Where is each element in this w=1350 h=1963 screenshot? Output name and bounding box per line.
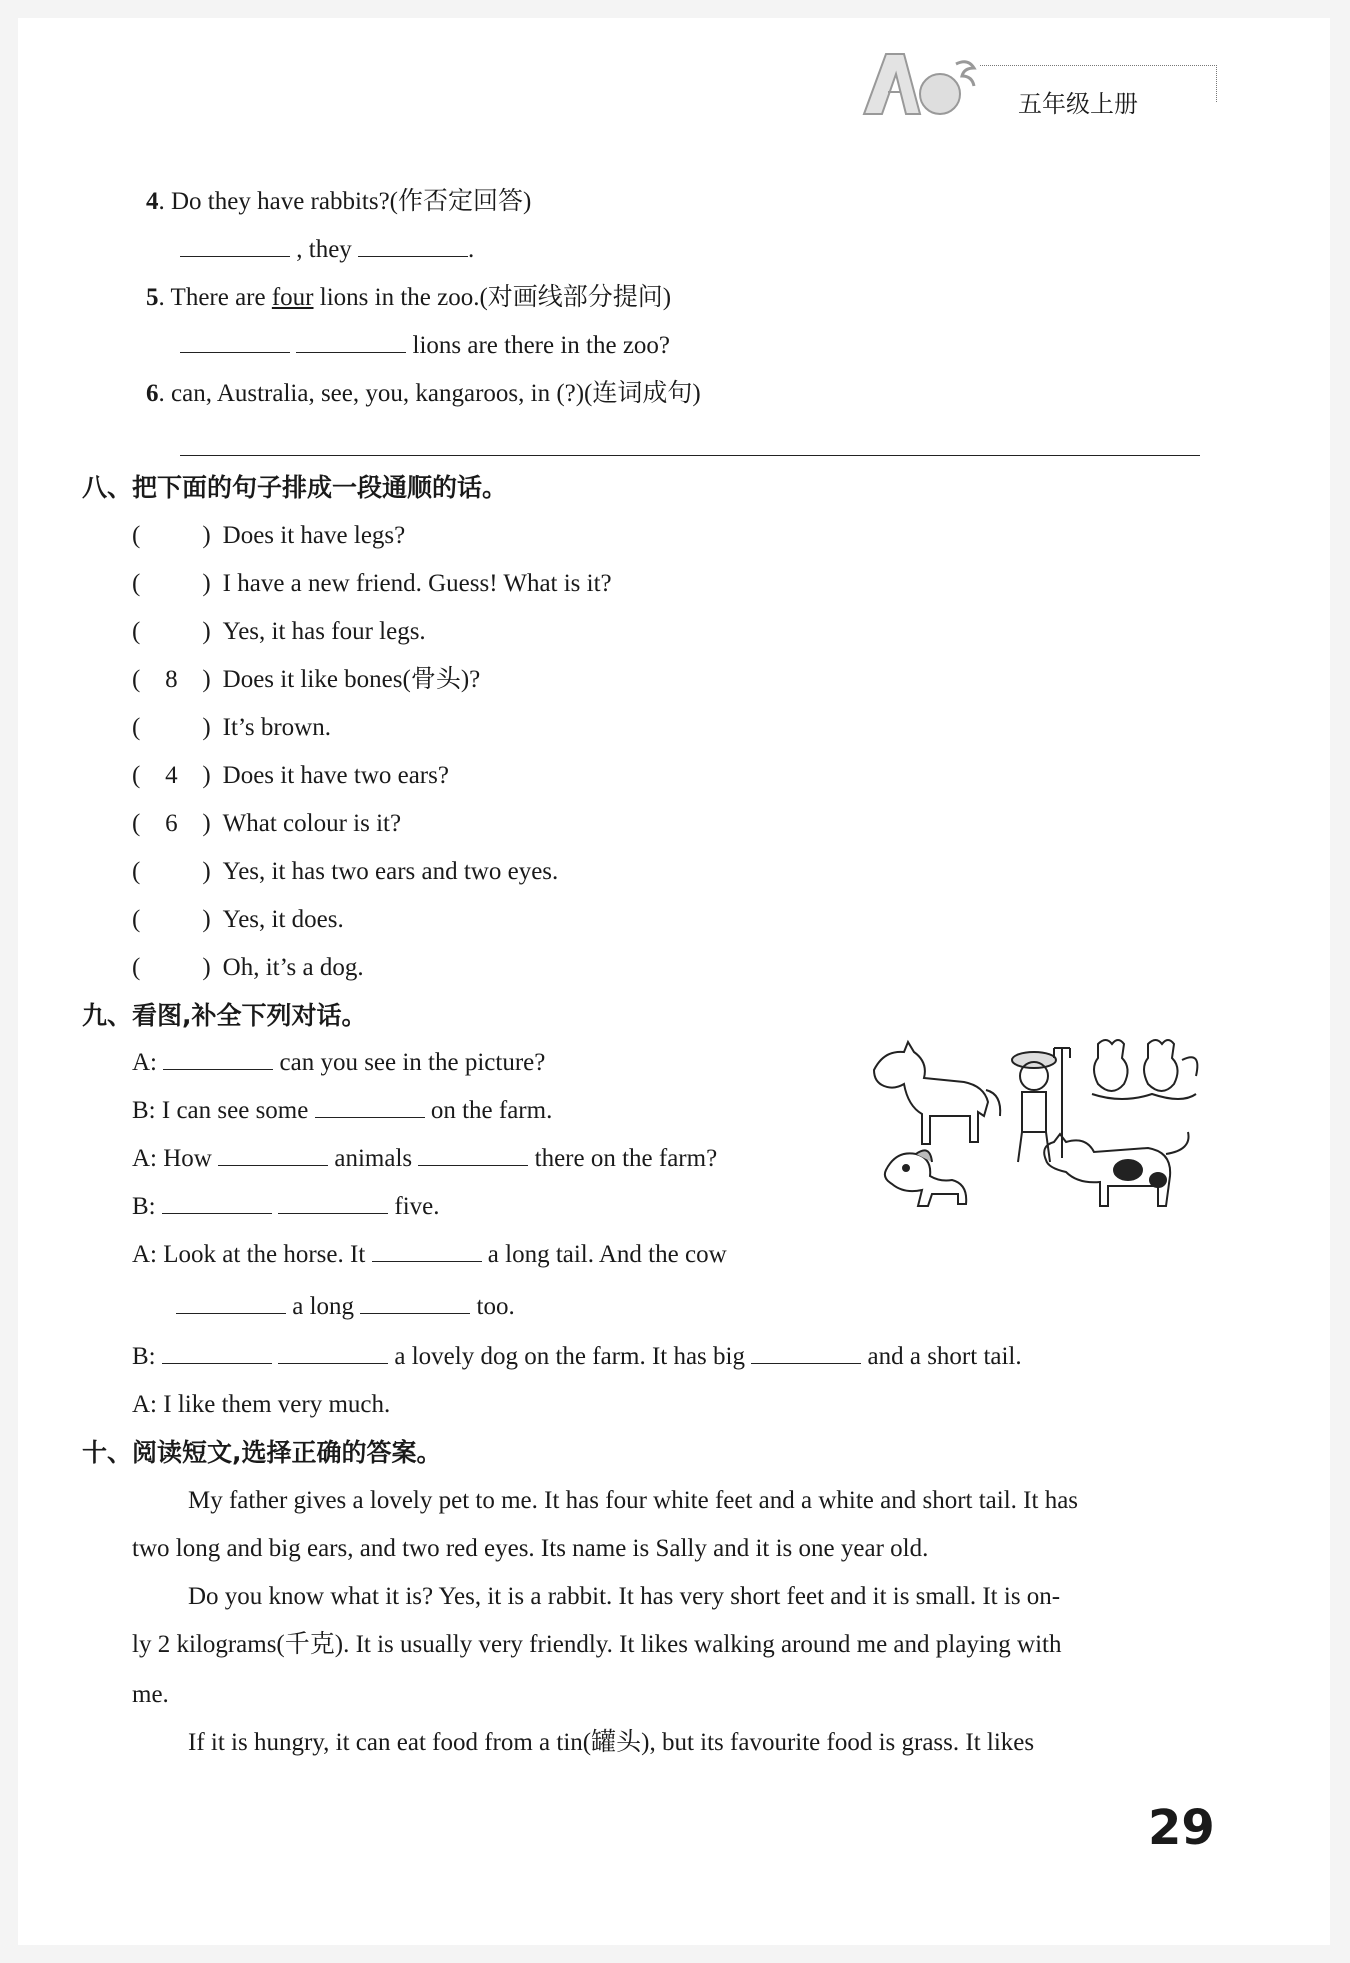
answer-blank[interactable] — [315, 1095, 425, 1118]
speaker: A: — [132, 1049, 157, 1076]
bracket-close: ) — [202, 714, 211, 741]
q8-heading: 八、把下面的句子排成一段通顺的话。 — [82, 473, 508, 502]
answer-blank[interactable] — [176, 1291, 286, 1314]
farm-animals-illustration — [866, 1030, 1206, 1240]
bracket-close: ) — [202, 570, 211, 597]
bracket-close: ) — [202, 522, 211, 549]
passage-line: If it is hungry, it can eat food from a tin(罐头), but its favourite food is grass. It likes — [188, 1729, 1035, 1756]
ordering-item — [132, 760, 449, 792]
answer-blank[interactable] — [180, 330, 290, 353]
dialogue-text: five. — [394, 1193, 440, 1220]
bracket-open: ( — [132, 810, 141, 837]
answer-blank[interactable] — [418, 1143, 528, 1166]
order-answer-field[interactable]: 4 — [165, 762, 178, 789]
bracket-open: ( — [132, 666, 141, 693]
dialogue-text: a long — [292, 1293, 355, 1320]
bracket-open: ( — [132, 954, 141, 981]
bracket-open: ( — [132, 762, 141, 789]
dialogue-line-5 — [132, 1239, 727, 1271]
rooster-icon — [1092, 1040, 1197, 1099]
order-answer-field[interactable]: 8 — [165, 666, 178, 693]
ordering-item — [132, 712, 331, 744]
ordering-item — [132, 904, 344, 936]
dialogue-text: on the farm. — [430, 1097, 553, 1124]
passage-line: Do you know what it is? Yes, it is a rabbit. It has very short feet and it is small. It is on- — [188, 1583, 1061, 1610]
answer-end: . — [468, 236, 475, 263]
speaker: A: — [132, 1145, 157, 1172]
dialogue-text: How — [163, 1145, 212, 1172]
underlined-word: four — [271, 284, 314, 311]
horse-icon — [874, 1042, 1000, 1144]
dialogue-text: animals — [334, 1145, 413, 1172]
item-text-post: lions in the zoo.(对画线部分提问) — [313, 284, 672, 311]
ordering-item — [132, 856, 558, 888]
item-text-pre: . There are — [158, 284, 272, 311]
sentence-text: I have a new friend. Guess! What is it? — [222, 570, 612, 597]
answer-blank[interactable] — [278, 1191, 388, 1214]
sentence-text: Does it have two ears? — [222, 762, 449, 789]
speaker: B: — [132, 1097, 156, 1124]
dialogue-line-2 — [132, 1095, 552, 1127]
bracket-open: ( — [132, 522, 141, 549]
dialogue-text: can you see in the picture? — [279, 1049, 546, 1076]
passage-line: two long and big ears, and two red eyes. Its name is Sally and it is one year old. — [132, 1535, 929, 1562]
ordering-item — [132, 952, 364, 984]
ordering-item — [132, 664, 480, 696]
bracket-close: ) — [202, 954, 211, 981]
passage-line: ly 2 kilograms(千克). It is usually very friendly. It likes walking around me and playing with — [132, 1631, 1062, 1658]
answer-blank[interactable] — [358, 234, 468, 257]
item-text: . can, Australia, see, you, kangaroos, in (?)(连词成句) — [158, 380, 701, 407]
q10-heading: 十、阅读短文,选择正确的答案。 — [82, 1438, 442, 1467]
answer-blank[interactable] — [218, 1143, 328, 1166]
book-logo-icon — [858, 44, 988, 124]
dialogue-line-7 — [132, 1341, 1022, 1373]
answer-blank[interactable] — [162, 1191, 272, 1214]
sentence-text: Yes, it has four legs. — [222, 618, 426, 645]
dialogue-line-1 — [132, 1047, 545, 1079]
dialogue-line-8 — [132, 1389, 390, 1421]
answer-text: lions are there in the zoo? — [412, 332, 671, 359]
answer-text: , they — [296, 236, 352, 263]
bracket-open: ( — [132, 906, 141, 933]
q7-item-5-answer — [180, 330, 670, 362]
bracket-close: ) — [202, 858, 211, 885]
item-number: 6 — [146, 380, 159, 407]
answer-line[interactable] — [180, 455, 1200, 456]
dialogue-text: I like them very much. — [163, 1391, 391, 1418]
sentence-text: Does it have legs? — [222, 522, 406, 549]
speaker: B: — [132, 1343, 156, 1370]
dialogue-line-4 — [132, 1191, 440, 1223]
bracket-open: ( — [132, 618, 141, 645]
bracket-open: ( — [132, 858, 141, 885]
answer-blank[interactable] — [162, 1341, 272, 1364]
q9-heading: 九、看图,补全下列对话。 — [82, 1001, 367, 1030]
bracket-open: ( — [132, 714, 141, 741]
q7-item-4 — [146, 186, 531, 218]
page-number: 29 — [1148, 1800, 1215, 1856]
dog-icon — [885, 1150, 966, 1206]
bracket-close: ) — [202, 666, 211, 693]
bracket-close: ) — [202, 810, 211, 837]
sentence-text: Does it like bones(骨头)? — [222, 666, 481, 693]
sentence-text: Yes, it does. — [222, 906, 344, 933]
order-answer-field[interactable]: 6 — [165, 810, 178, 837]
answer-blank[interactable] — [296, 330, 406, 353]
bracket-open: ( — [132, 570, 141, 597]
dialogue-text: a lovely dog on the farm. It has big — [394, 1343, 745, 1370]
dialogue-text: Look at the horse. It — [163, 1241, 366, 1268]
passage-line: My father gives a lovely pet to me. It has four white feet and a white and short tail. It has — [188, 1487, 1079, 1514]
farmer-icon — [1012, 1048, 1070, 1162]
speaker: A: — [132, 1391, 157, 1418]
speaker: B: — [132, 1193, 156, 1220]
bracket-close: ) — [202, 906, 211, 933]
item-number: 4 — [146, 188, 159, 215]
speaker: A: — [132, 1241, 157, 1268]
dialogue-line-6 — [176, 1291, 515, 1323]
bracket-close: ) — [202, 762, 211, 789]
q7-item-6 — [146, 378, 701, 410]
item-text: . Do they have rabbits?(作否定回答) — [158, 188, 532, 215]
answer-blank[interactable] — [180, 234, 290, 257]
answer-blank[interactable] — [278, 1341, 388, 1364]
dialogue-text: there on the farm? — [534, 1145, 718, 1172]
sentence-text: What colour is it? — [222, 810, 402, 837]
dialogue-line-3 — [132, 1143, 717, 1175]
sentence-text: It’s brown. — [222, 714, 331, 741]
bracket-close: ) — [202, 618, 211, 645]
answer-blank[interactable] — [360, 1291, 470, 1314]
ordering-item — [132, 616, 426, 648]
ordering-item — [132, 568, 612, 600]
answer-blank[interactable] — [163, 1047, 273, 1070]
grade-label: 五年级上册 — [1018, 90, 1138, 118]
q7-item-4-answer — [180, 234, 474, 266]
q7-item-5 — [146, 282, 671, 314]
cow-icon — [1044, 1132, 1188, 1206]
sentence-text: Yes, it has two ears and two eyes. — [222, 858, 559, 885]
answer-blank[interactable] — [751, 1341, 861, 1364]
sentence-text: Oh, it’s a dog. — [222, 954, 364, 981]
dialogue-text: a long tail. And the cow — [487, 1241, 727, 1268]
ordering-item — [132, 808, 401, 840]
passage-line: me. — [132, 1681, 169, 1708]
dialogue-text: I can see some — [161, 1097, 309, 1124]
dialogue-text: too. — [476, 1293, 515, 1320]
item-number: 5 — [146, 284, 159, 311]
answer-blank[interactable] — [372, 1239, 482, 1262]
dialogue-text: and a short tail. — [867, 1343, 1022, 1370]
ordering-item — [132, 520, 405, 552]
